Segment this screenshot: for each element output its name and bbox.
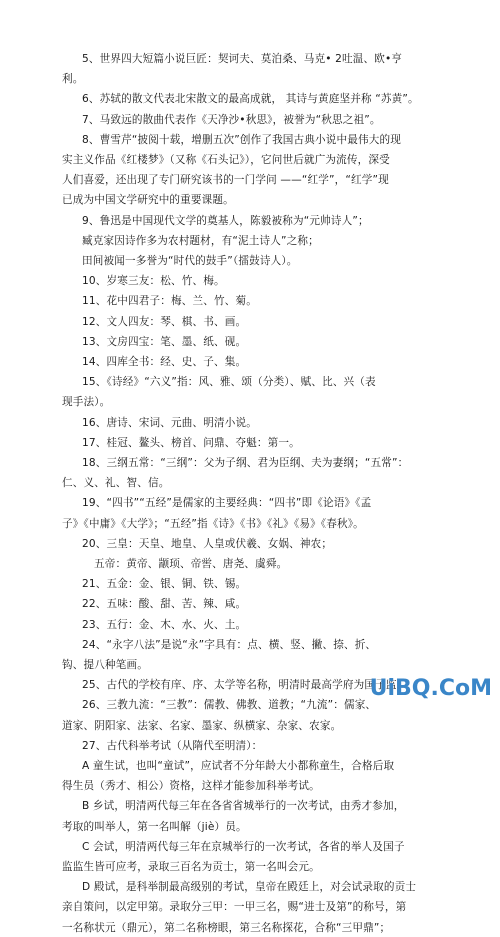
text-line: 臧克家因诗作多为农村题材，有“泥土诗人”之称； — [82, 234, 319, 247]
text-line: 现手法）。 — [62, 396, 111, 409]
text-line: 19、“四书”“五经”是儒家的主要经典：“四书”即《论语》《孟 — [82, 497, 372, 510]
text-line: 得生员（秀才、相公）资格，这样才能参加科举考试。 — [62, 780, 320, 793]
text-line: D 殿试，是科举制最高级别的考试，皇帝在殿廷上，对会试录取的贡士 — [82, 881, 417, 894]
text-line: 9、鲁迅是中国现代文学的奠基人，陈毅被称为“元帅诗人”； — [82, 214, 369, 227]
text-line: 利。 — [62, 73, 84, 86]
text-line: 五帝：黄帝、颛顼、帝喾、唐尧、虞舜。 — [94, 558, 288, 570]
text-line: 钩、提八种笔画。 — [62, 659, 148, 671]
text-line: 仁、义、礼、智、信。 — [62, 477, 170, 490]
text-line: 20、三皇：天皇、地皇、人皇或伏羲、女娲、神农； — [82, 537, 333, 550]
text-line: 监监生皆可应考，录取三百名为贡士，第一名叫会元。 — [62, 861, 320, 873]
text-line: 道家、阴阳家、法家、名家、墨家、纵横家、杂家、农家。 — [62, 719, 342, 732]
text-line: 16、唐诗、宋词、元曲、明清小说。 — [82, 416, 257, 429]
text-line: 考取的叫举人，第一名叫解（jiè）员。 — [62, 820, 247, 833]
text-line: 27、古代科举考试（从隋代至明清）： — [82, 739, 263, 752]
text-line: 5、世界四大短篇小说巨匠：契诃夫、莫泊桑、马克• 2吐温、欧•亨 — [82, 53, 403, 65]
text-line: B 乡试，明清两代每三年在各省省城举行的一次考试，由秀才参加， — [82, 800, 405, 813]
text-line: 17、桂冠、鳌头、榜首、问鼎、夺魁：第一。 — [82, 436, 300, 449]
text-line: 亲自策问，以定甲第。录取分三甲：一甲三名，赐“进士及第”的称号，第 — [62, 901, 407, 914]
text-line: 7、马致远的散曲代表作《天净沙•秋思》，被誉为“秋思之祖”。 — [82, 113, 381, 126]
text-line: 21、五金：金、银、铜、铁、锡。 — [82, 578, 247, 591]
text-line: C 会试，明清两代每三年在京城举行的一次考试，各省的举人及国子 — [82, 840, 405, 853]
watermark-text: UiBQ.CoM — [369, 676, 492, 701]
text-line: 24、“永字八法”是说“永”字具有：点、横、竖、撇、捺、折、 — [82, 638, 377, 651]
text-line: 人们喜爱，还出现了专门研究该书的一门学问 ——“红学”，“红学”现 — [62, 174, 389, 187]
text-line: 23、五行：金、木、水、火、土。 — [82, 618, 247, 631]
text-line: 实主义作品《红楼梦》（又称《石头记》），它问世后就广为流传，深受 — [62, 154, 390, 166]
text-line: 13、文房四宝：笔、墨、纸、砚。 — [82, 335, 247, 348]
text-line: 22、五味：酸、甜、苦、辣、咸。 — [82, 598, 247, 611]
text-line: 18、三纲五常：“三纲”：父为子纲、君为臣纲、夫为妻纲；“五常”： — [82, 457, 409, 469]
text-line: 已成为中国文学研究中的重要课题。 — [62, 194, 234, 207]
text-line: 15、《诗经》“六义”指：风、雅、颂（分类）、赋、比、兴（表 — [82, 376, 376, 389]
text-line: 11、花中四君子：梅、兰、竹、菊。 — [82, 295, 257, 308]
text-line: 子》《中庸》《大学》；“五经”指《诗》《书》《礼》《易》《春秋》。 — [62, 517, 364, 530]
text-line: 田间被闻一多誉为“时代的鼓手”（擂鼓诗人）。 — [82, 255, 298, 267]
text-line: 8、曹雪芹“披阅十载，增删五次”创作了我国古典小说中最伟大的现 — [82, 133, 401, 146]
text-line: 一名称状元（鼎元），第二名称榜眼，第三名称探花，合称“三甲鼎”； — [62, 921, 391, 934]
text-line: A 童生试，也叫“童试”，应试者不分年龄大小都称童生，合格后取 — [82, 760, 395, 772]
text-line: 10、岁寒三友：松、竹、梅。 — [82, 275, 225, 288]
text-line: 14、四库全书：经、史、子、集。 — [82, 356, 247, 368]
site-watermark — [370, 676, 492, 702]
text-line: 25、古代的学校有庠、序、太学等名称，明清时最高学府为国子监。 — [82, 679, 408, 692]
text-line: 12、文人四友：琴、棋、书、画。 — [82, 315, 247, 328]
text-line: 26、三教九流：“三教”：儒教、佛教、道教；“九流”：儒家、 — [82, 699, 377, 712]
text-line: 6、苏轼的散文代表北宋散文的最高成就， 其诗与黄庭坚并称 “苏黄”。 — [82, 93, 419, 106]
